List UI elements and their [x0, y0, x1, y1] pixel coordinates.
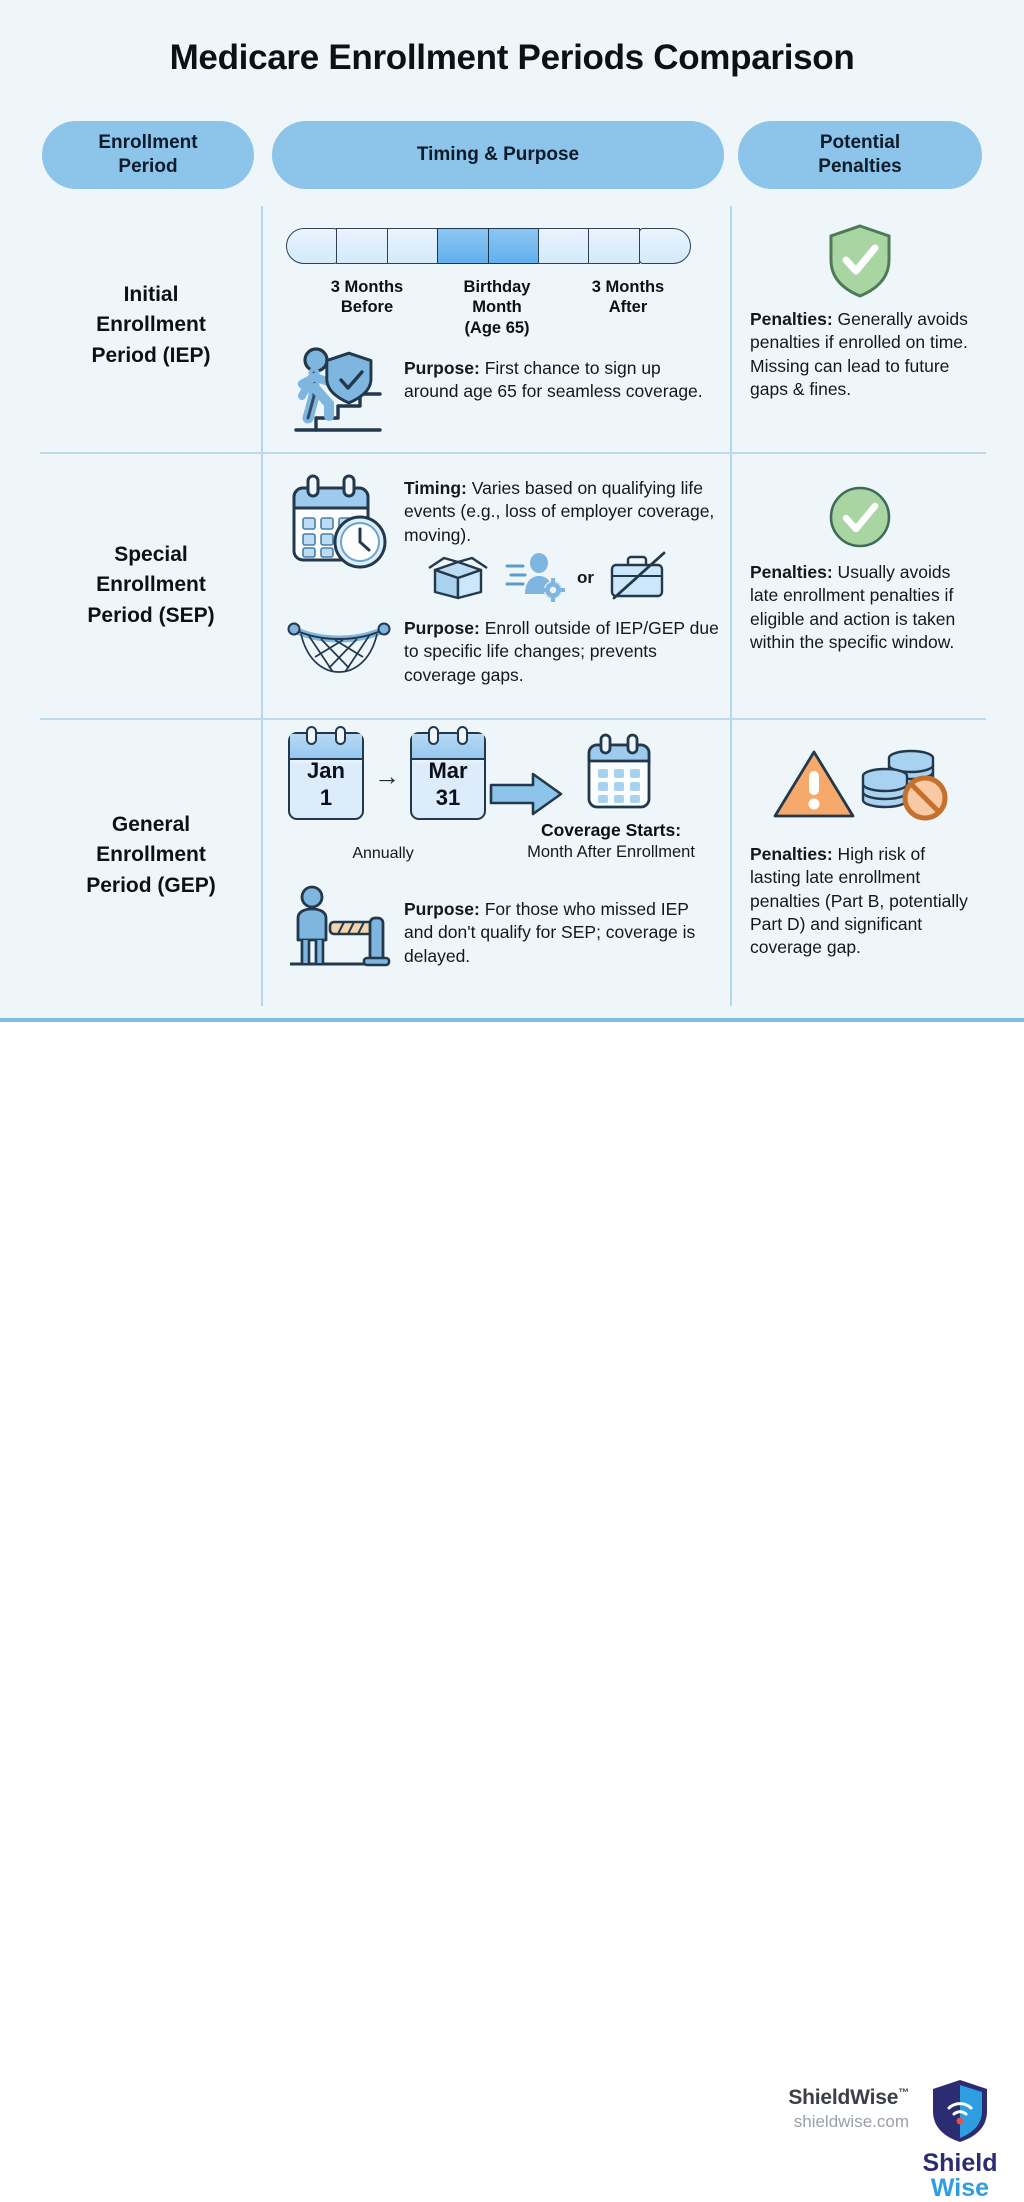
- purpose-label: Purpose:: [404, 358, 480, 378]
- purpose-body: For those who missed IEP and don't qualify for SEP; coverage is delayed.: [404, 899, 696, 966]
- coverage-title: Coverage Starts:: [540, 820, 682, 840]
- timeline-caption-after: [556, 277, 700, 318]
- column-header-line2: Period: [118, 156, 178, 177]
- row-label-line3: Period (SEP): [87, 603, 215, 627]
- moving-box-icon: [425, 550, 491, 605]
- calendar-ring: [428, 726, 439, 745]
- gep-penalty-text: [750, 843, 972, 959]
- calendar-day: 31: [435, 784, 461, 810]
- brand-name: [788, 2086, 909, 2110]
- timeline-caption-before: [292, 277, 442, 318]
- calendar-start-date: [288, 732, 364, 820]
- purpose-label: Purpose:: [404, 899, 480, 919]
- shield-signal-logo-icon: [929, 2078, 991, 2144]
- timing-body: Varies based on qualifying life events (e.g., loss of employer coverage, moving).: [404, 478, 715, 545]
- person-gear-icon: [503, 550, 565, 605]
- column-header-potential-penalties: [738, 121, 982, 189]
- purpose-body: First chance to sign up around age 65 for seamless coverage.: [404, 358, 703, 402]
- safety-net-icon: [287, 616, 391, 683]
- caption-line: Month: [472, 298, 522, 317]
- iep-purpose-text: [404, 357, 714, 404]
- row-label-line2: Enrollment: [96, 313, 206, 337]
- person-at-barrier-icon: [286, 884, 390, 975]
- person-climbing-stairs-shield-icon: [288, 344, 388, 441]
- column-header-enrollment-period: [42, 121, 254, 189]
- penalty-label: Penalties:: [750, 562, 833, 582]
- gep-coverage-note: [498, 820, 724, 862]
- timeline-segment-highlighted: [488, 228, 540, 264]
- caption-line: 3 Months: [330, 278, 404, 296]
- calendar-band: [290, 734, 362, 760]
- trademark-symbol: ™: [898, 2087, 909, 2099]
- row-label-line2: Enrollment: [96, 843, 206, 867]
- penalty-body: Generally avoids penalties if enrolled on time. Missing can lead to future gaps & fines.: [750, 309, 968, 399]
- gep-penalty-icons: [738, 748, 982, 824]
- caption-line: Before: [340, 298, 394, 317]
- calendar-band: [412, 734, 484, 760]
- column-header-line1: Enrollment: [98, 132, 198, 154]
- iep-penalty-text: [750, 308, 972, 401]
- row-label-iep: [40, 280, 262, 371]
- timeline-segment-highlighted: [437, 228, 489, 264]
- column-divider-right: [730, 206, 732, 1006]
- gep-purpose-text: [404, 898, 706, 968]
- column-header-line2: Penalties: [818, 156, 902, 177]
- row-label-line3: Period (IEP): [91, 343, 211, 367]
- gep-date-range: [288, 732, 486, 820]
- purpose-label: Purpose:: [404, 618, 480, 638]
- coins-stack-no-entry-icon: [857, 746, 949, 827]
- date-range-arrow-icon: →: [374, 760, 400, 791]
- coverage-subtitle: Month After Enrollment: [527, 843, 695, 861]
- calendar-clock-icon: [288, 474, 390, 575]
- row-label-line1: General: [111, 813, 191, 836]
- row-label-line2: Enrollment: [96, 573, 206, 597]
- penalty-label: Penalties:: [750, 844, 833, 864]
- crossed-out-briefcase-icon: [606, 550, 668, 605]
- gep-annually-label: Annually: [352, 845, 414, 862]
- caption-line: 3 Months: [591, 278, 665, 296]
- calendar-ring: [457, 726, 468, 745]
- timeline-segment: [639, 228, 691, 264]
- green-circle-check-icon: [738, 482, 982, 552]
- calendar-day: 1: [319, 784, 333, 810]
- caption-line: (Age 65): [464, 318, 530, 337]
- timeline-segment: [336, 228, 388, 264]
- brand-block: [788, 2086, 909, 2132]
- row-label-sep: [40, 540, 262, 631]
- orange-warning-triangle-icon: [771, 747, 857, 826]
- sep-or-label: or: [577, 567, 594, 587]
- footer: [0, 1026, 1024, 2202]
- brand-logo: [914, 2078, 1006, 2201]
- sep-penalty-text: [750, 561, 972, 654]
- timeline-segment: [387, 228, 439, 264]
- right-arrow-icon: [489, 770, 563, 823]
- timeline-segment: [286, 228, 338, 264]
- logo-word-wise: Wise: [930, 2174, 990, 2202]
- row-label-gep: [40, 810, 262, 901]
- timeline-segment: [588, 228, 640, 264]
- calendar-month: Mar: [428, 757, 468, 783]
- penalty-body: Usually avoids late enrollment penalties if eligible and action is taken within the specific window.: [750, 562, 956, 652]
- row-divider-sep-gep: [40, 718, 986, 720]
- caption-line: Birthday: [463, 278, 531, 296]
- timeline-caption-birthday: [423, 277, 571, 338]
- calendar-end-date: [410, 732, 486, 820]
- caption-line: After: [608, 298, 648, 317]
- calendar-ring: [306, 726, 317, 745]
- logo-word-shield: Shield: [922, 2149, 998, 2177]
- purpose-body: Enroll outside of IEP/GEP due to specific life changes; prevents coverage gaps.: [404, 618, 719, 685]
- sep-timing-text: [404, 477, 716, 547]
- timeline-segment: [538, 228, 590, 264]
- calendar-ring: [335, 726, 346, 745]
- calendar-month: Jan: [307, 757, 345, 783]
- brand-url: shieldwise.com: [793, 2112, 909, 2131]
- sep-purpose-text: [404, 617, 720, 687]
- row-label-line1: Initial: [123, 283, 179, 306]
- brand-name-text: ShieldWise: [788, 2086, 899, 2109]
- penalty-label: Penalties:: [750, 309, 833, 329]
- column-header-line1: Potential: [819, 132, 901, 154]
- page-title: Medicare Enrollment Periods Comparison: [169, 38, 855, 77]
- iep-timeline: [286, 228, 691, 264]
- row-label-line3: Period (GEP): [86, 873, 216, 897]
- green-shield-check-icon: [738, 222, 982, 300]
- sep-event-icons: [425, 550, 668, 605]
- timing-label: Timing:: [404, 478, 467, 498]
- penalty-body: High risk of lasting late enrollment penalties (Part B, potentially Part D) and significant coverage gap.: [750, 844, 968, 958]
- column-header-timing-purpose: Timing & Purpose: [272, 121, 724, 189]
- row-label-line1: Special: [114, 543, 188, 566]
- row-divider-iep-sep: [40, 452, 986, 454]
- calendar-grid-icon: [583, 733, 655, 820]
